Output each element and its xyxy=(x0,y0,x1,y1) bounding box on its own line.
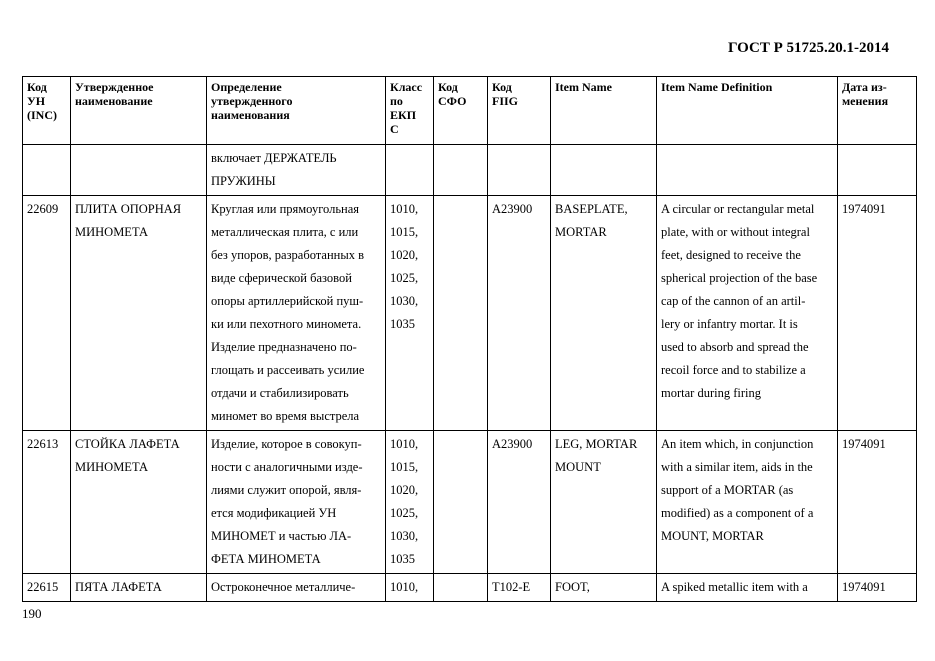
name-cell xyxy=(71,145,207,196)
cell-line: 1010, xyxy=(390,580,419,594)
cell-line: T102-E xyxy=(492,580,531,594)
col-name-header xyxy=(71,77,207,145)
cell-line: Остроконечное металличе- xyxy=(211,580,356,594)
cell-line: ФЕТА МИНОМЕТА xyxy=(211,552,321,566)
table-body xyxy=(23,145,917,602)
col-item-def-header xyxy=(657,77,838,145)
table-row xyxy=(23,145,917,196)
cell-line: ПЯТА ЛАФЕТА xyxy=(75,580,162,594)
item-name-cell xyxy=(551,196,657,431)
cell-line: 1020, xyxy=(390,483,419,497)
class-cell xyxy=(386,431,434,574)
cell-line: опоры артиллерийской пуш- xyxy=(211,294,364,308)
col-class-header xyxy=(386,77,434,145)
cell-line: A spiked metallic item with a xyxy=(661,580,808,594)
header-line: наименования xyxy=(211,108,290,122)
cell-line: 22613 xyxy=(27,437,59,451)
fiig-cell xyxy=(488,431,551,574)
cell-line: with a similar item, aids in the xyxy=(661,460,813,474)
cell-line: cap of the cannon of an artil- xyxy=(661,294,806,308)
fiig-cell xyxy=(488,574,551,602)
fiig-cell xyxy=(488,196,551,431)
cell-line: 1974091 xyxy=(842,437,886,451)
inc-cell xyxy=(23,574,71,602)
fiig-cell xyxy=(488,145,551,196)
header-line: УН xyxy=(27,94,46,108)
header-line: Определение xyxy=(211,80,282,94)
cell-line: 22609 xyxy=(27,202,59,216)
cell-line: recoil force and to stabilize a xyxy=(661,363,806,377)
definition-cell xyxy=(207,196,386,431)
cell-line: ется модификацией УН xyxy=(211,506,337,520)
cell-line: An item which, in conjunction xyxy=(661,437,814,451)
cell-line: миномет во время выстрела xyxy=(211,409,360,423)
name-cell xyxy=(71,431,207,574)
cell-line: 1015, xyxy=(390,225,419,239)
col-inc-header xyxy=(23,77,71,145)
cell-line: МИНОМЕТА xyxy=(75,225,148,239)
col-definition-header xyxy=(207,77,386,145)
header-line: СФО xyxy=(438,94,467,108)
cell-line: support of a MORTAR (as xyxy=(661,483,794,497)
date-cell xyxy=(838,145,917,196)
header-line: Item Name Definition xyxy=(661,80,773,94)
cell-line: 1025, xyxy=(390,506,419,520)
header-line: ЕКП xyxy=(390,108,417,122)
cell-line: 1010, xyxy=(390,202,419,216)
cell-line: без упоров, разработанных в xyxy=(211,248,364,262)
cell-line: ПРУЖИНЫ xyxy=(211,174,276,188)
class-cell xyxy=(386,145,434,196)
cell-line: 1035 xyxy=(390,317,415,331)
item-def-cell xyxy=(657,145,838,196)
definition-cell xyxy=(207,431,386,574)
item-def-cell xyxy=(657,431,838,574)
page-number: 190 xyxy=(22,606,42,621)
col-date-header xyxy=(838,77,917,145)
cell-line: глощать и рассеивать усилие xyxy=(211,363,365,377)
date-cell xyxy=(838,574,917,602)
name-cell xyxy=(71,196,207,431)
header-line: Код xyxy=(492,80,512,94)
header-line: Дата из- xyxy=(842,80,887,94)
cell-line: ПЛИТА ОПОРНАЯ xyxy=(75,202,182,216)
cell-line: MOUNT, MORTAR xyxy=(661,529,764,543)
date-cell xyxy=(838,196,917,431)
inc-cell xyxy=(23,431,71,574)
cell-line: 1030, xyxy=(390,294,419,308)
cell-line: FOOT, xyxy=(555,580,590,594)
header-line: наименование xyxy=(75,94,153,108)
cell-line: ки или пехотного миномета. xyxy=(211,317,362,331)
sfo-cell xyxy=(434,145,488,196)
sfo-cell xyxy=(434,196,488,431)
header-line: Код xyxy=(27,80,47,94)
header-line: Item Name xyxy=(555,80,612,94)
cell-line: A23900 xyxy=(492,437,533,451)
class-cell xyxy=(386,574,434,602)
cell-line: spherical projection of the base xyxy=(661,271,818,285)
inc-cell xyxy=(23,145,71,196)
cell-line: MOUNT xyxy=(555,460,601,474)
cell-line: Изделие предназначено по- xyxy=(211,340,357,354)
sfo-cell xyxy=(434,431,488,574)
class-cell xyxy=(386,196,434,431)
cell-line: 1025, xyxy=(390,271,419,285)
table-header-row xyxy=(23,77,917,145)
item-def-cell xyxy=(657,196,838,431)
cell-line: BASEPLATE, xyxy=(555,202,628,216)
header-line: (INC) xyxy=(27,108,57,122)
cell-line: СТОЙКА ЛАФЕТА xyxy=(75,437,180,451)
inc-cell xyxy=(23,196,71,431)
cell-line: mortar during firing xyxy=(661,386,761,400)
cell-line: 1974091 xyxy=(842,202,886,216)
item-def-cell xyxy=(657,574,838,602)
cell-line: lery or infantry mortar. It is xyxy=(661,317,798,331)
header-line: по xyxy=(390,94,403,108)
cell-line: 1010, xyxy=(390,437,419,451)
nomenclature-table xyxy=(22,76,917,602)
header-line: Утвержденное xyxy=(75,80,154,94)
table-row xyxy=(23,431,917,574)
cell-line: modified) as a component of a xyxy=(661,506,814,520)
cell-line: включает ДЕРЖАТЕЛЬ xyxy=(211,151,337,165)
sfo-cell xyxy=(434,574,488,602)
cell-line: Изделие, которое в совокуп- xyxy=(211,437,362,451)
cell-line: Круглая или прямоугольная xyxy=(211,202,360,216)
cell-line: 1035 xyxy=(390,552,415,566)
cell-line: ности с аналогичными изде- xyxy=(211,460,363,474)
name-cell xyxy=(71,574,207,602)
cell-line: МИНОМЕТ и частью ЛА- xyxy=(211,529,352,543)
header-line: Класс xyxy=(390,80,423,94)
date-cell xyxy=(838,431,917,574)
cell-line: МИНОМЕТА xyxy=(75,460,148,474)
cell-line: металлическая плита, с или xyxy=(211,225,359,239)
table-row xyxy=(23,574,917,602)
cell-line: лиями служит опорой, явля- xyxy=(211,483,362,497)
col-item-name-header xyxy=(551,77,657,145)
header-line: С xyxy=(390,122,399,136)
cell-line: 22615 xyxy=(27,580,59,594)
item-name-cell xyxy=(551,574,657,602)
cell-line: feet, designed to receive the xyxy=(661,248,801,262)
table-row xyxy=(23,196,917,431)
cell-line: 1020, xyxy=(390,248,419,262)
cell-line: 1974091 xyxy=(842,580,886,594)
cell-line: виде сферической базовой xyxy=(211,271,352,285)
header-line: FIIG xyxy=(492,94,519,108)
cell-line: отдачи и стабилизировать xyxy=(211,386,349,400)
cell-line: A circular or rectangular metal xyxy=(661,202,815,216)
standard-number: ГОСТ Р 51725.20.1-2014 xyxy=(727,40,889,56)
header-line: Код xyxy=(438,80,458,94)
cell-line: used to absorb and spread the xyxy=(661,340,809,354)
cell-line: MORTAR xyxy=(555,225,607,239)
definition-cell xyxy=(207,145,386,196)
cell-line: plate, with or without integral xyxy=(661,225,810,239)
cell-line: 1030, xyxy=(390,529,419,543)
col-sfo-header xyxy=(434,77,488,145)
cell-line: LEG, MORTAR xyxy=(555,437,638,451)
item-name-cell xyxy=(551,145,657,196)
item-name-cell xyxy=(551,431,657,574)
definition-cell xyxy=(207,574,386,602)
col-fiig-header xyxy=(488,77,551,145)
header-line: менения xyxy=(842,94,889,108)
cell-line: A23900 xyxy=(492,202,533,216)
cell-line: 1015, xyxy=(390,460,419,474)
header-line: утвержденного xyxy=(211,94,293,108)
